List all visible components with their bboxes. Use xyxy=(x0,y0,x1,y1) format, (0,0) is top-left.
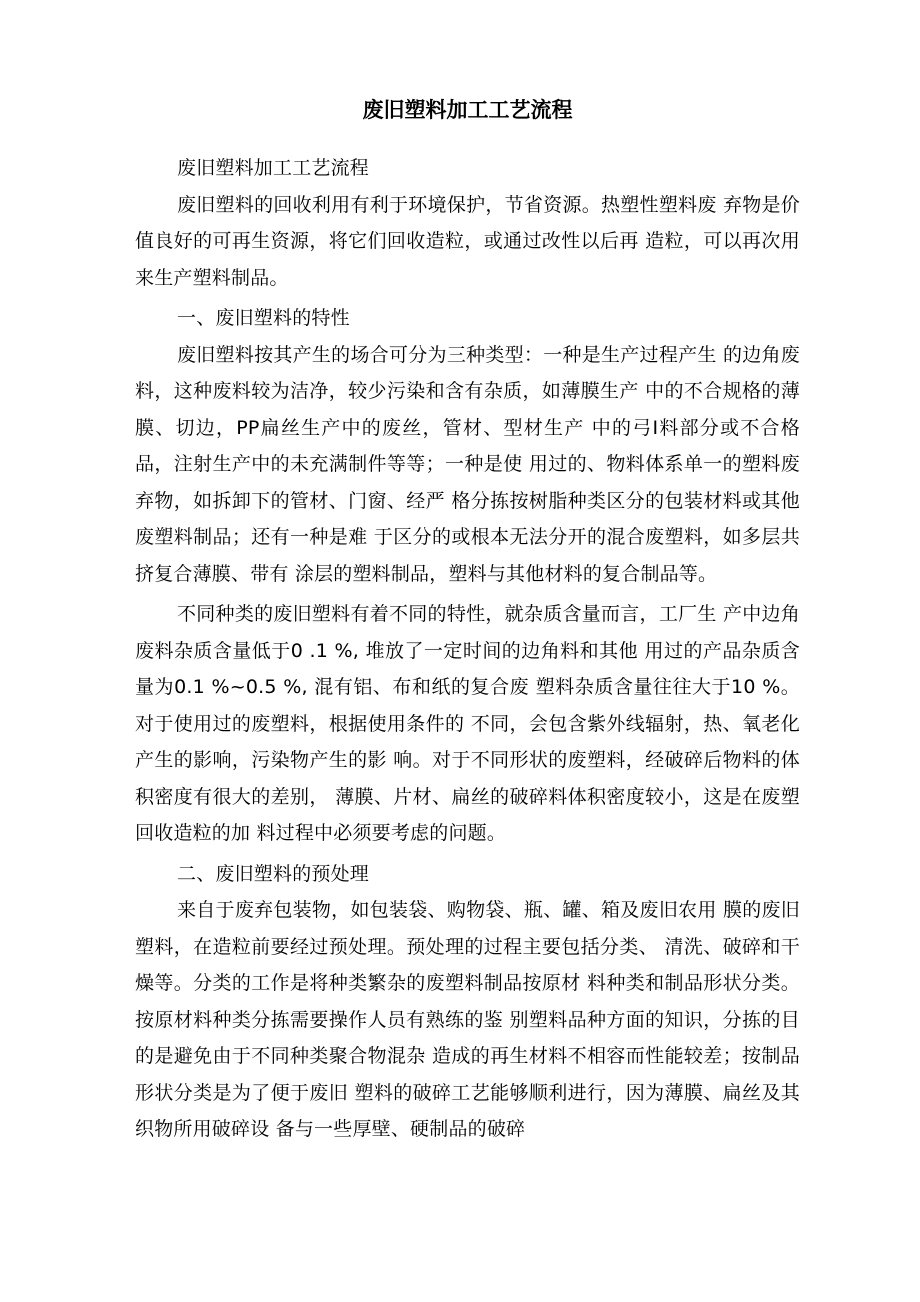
body-paragraph: 不同种类的废旧塑料有着不同的特性，就杂质含量而言，工厂生 产中边角废料杂质含量低于0 .1 %, 堆放了一定时间的边角料和其他 用过的产品杂质含量为0.1 %~0.5 %, 混有铝、布和纸的复合废 塑料杂质含量往往大于10 %。对于使用过的废塑料，根据使用条件的 不同，会包含紫外线辐射，热、氧老化产生的影响，污染物产生的影 响。对于不同形状的废塑料，经破碎后物料的体积密度有很大的差别， 薄膜、片材、扁丝的破碎料体积密度较小，这是在废塑回收造粒的加 料过程中必须要考虑的问题。 xyxy=(135,603,800,844)
subtitle-paragraph: 废旧塑料加工工艺流程 xyxy=(177,157,370,179)
body-paragraph: 废旧塑料按其产生的场合可分为三种类型：一种是生产过程产生 的边角废料，这种废料较为洁净，较少污染和含有杂质，如薄膜生产 中的不合规格的薄膜、切边，PP扁丝生产中的废丝，管材、型材生产 中的弓I料部分或不合格品，注射生产中的未充满制件等等；一种是使 用过的、物料体系单一的塑料废弃物，如拆卸下的管材、门窗、经严 格分拣按树脂种类区分的包装材料或其他废塑料制品；还有一种是难 于区分的或根本无法分开的混合废塑料，如多层共挤复合薄膜、带有 涂层的塑料制品，塑料与其他材料的复合制品等。 xyxy=(135,343,800,585)
body-paragraph: 来自于废弃包装物，如包装袋、购物袋、瓶、罐、箱及废旧农用 膜的废旧塑料，在造粒前要经过预处理。预处理的过程主要包括分类、 清洗、破碎和干燥等。分类的工作是将种类繁杂的废塑料制品按原材 料种类和制品形状分类。按原材料种类分拣需要操作人员有熟练的鉴 别塑料品种方面的知识，分拣的目的是避免由于不同种类聚合物混杂 造成的再生材料不相容而性能较差；按制品形状分类是为了便于废旧 塑料的破碎工艺能够顺利进行，因为薄膜、扁丝及其织物所用破碎设 备与一些厚壁、硬制品的破碎 xyxy=(135,899,800,1140)
section-heading-1: 一、废旧塑料的特性 xyxy=(177,307,350,329)
document-title: 废旧塑料加工工艺流程 xyxy=(362,98,573,122)
intro-paragraph: 废旧塑料的回收利用有利于环境保护，节省资源。热塑性塑料废 弃物是价值良好的可再生资源，将它们回收造粒，或通过改性以后再 造粒，可以再次用来生产塑料制品。 xyxy=(135,193,800,289)
section-heading-2: 二、废旧塑料的预处理 xyxy=(177,862,370,885)
